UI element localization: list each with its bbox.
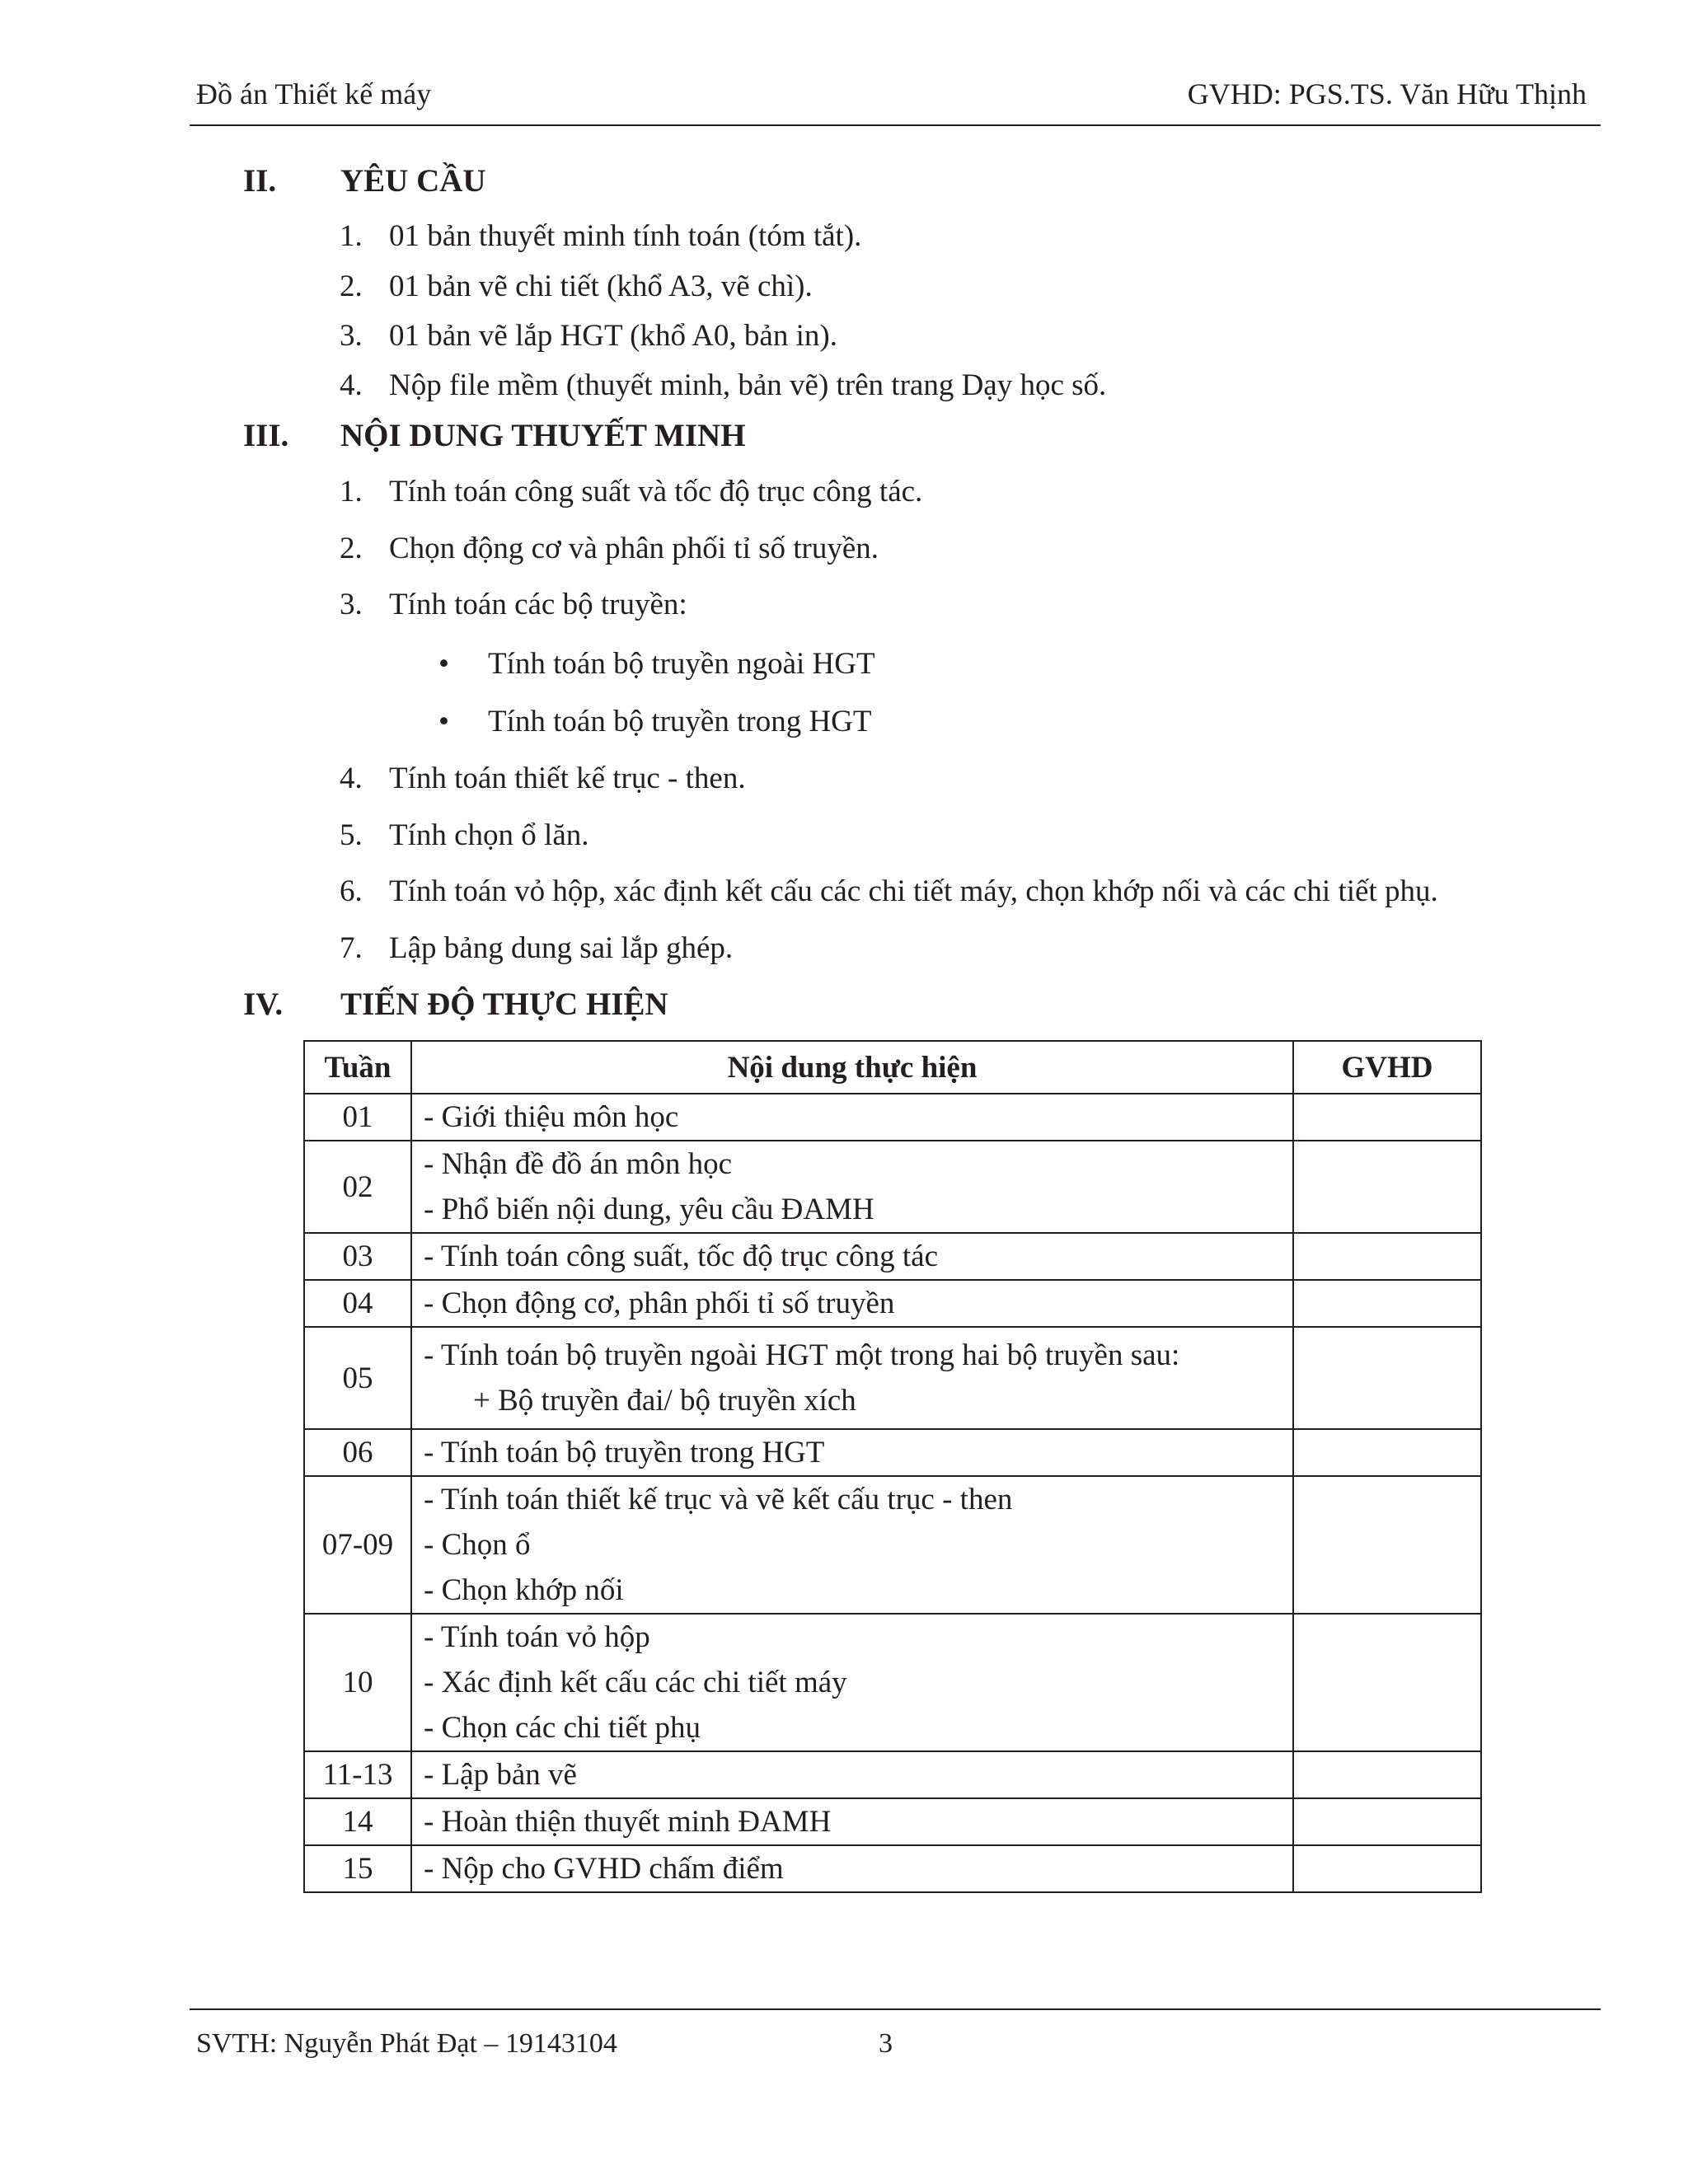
week-cell: 14 [304, 1798, 411, 1845]
section-title: TIẾN ĐỘ THỰC HIỆN [340, 987, 668, 1022]
content-cell: - Chọn động cơ, phân phối tỉ số truyền [411, 1280, 1293, 1327]
section-title: NỘI DUNG THUYẾT MINH [340, 418, 746, 453]
footer-student: SVTH: Nguyễn Phát Đạt – 19143104 [196, 2028, 617, 2059]
list-item: 2. Chọn động cơ và phân phối tỉ số truyền. [340, 532, 879, 565]
section-number: III. [243, 418, 289, 453]
content-cell: - Tính toán vỏ hộp - Xác định kết cấu các chi tiết máy - Chọn các chi tiết phụ [411, 1614, 1293, 1751]
table-row [304, 1845, 1481, 1892]
week-cell: 02 [304, 1141, 411, 1233]
table-row [304, 1751, 1481, 1798]
table-row [304, 1429, 1481, 1476]
content-cell: - Nộp cho GVHD chấm điểm [411, 1845, 1293, 1892]
table-row [304, 1476, 1481, 1614]
gvhd-cell [1293, 1845, 1481, 1892]
content-cell: - Tính toán thiết kế trục và vẽ kết cấu trục - then - Chọn ổ - Chọn khớp nối [411, 1476, 1293, 1614]
content-cell: - Tính toán bộ truyền trong HGT [411, 1429, 1293, 1476]
column-header-content: Nội dung thực hiện [411, 1041, 1293, 1094]
table-row [304, 1280, 1481, 1327]
gvhd-cell [1293, 1094, 1481, 1141]
column-header-week: Tuần [304, 1041, 411, 1094]
list-item: 1. 01 bản thuyết minh tính toán (tóm tắt). [340, 219, 862, 253]
list-item: 1. Tính toán công suất và tốc độ trục công tác. [340, 475, 923, 509]
header-title: Đồ án Thiết kế máy [196, 77, 432, 110]
gvhd-cell [1293, 1233, 1481, 1280]
week-cell: 05 [304, 1327, 411, 1429]
content-cell: - Lập bản vẽ [411, 1751, 1293, 1798]
list-item: 4. Tính toán thiết kế trục - then. [340, 762, 746, 795]
table-row [304, 1094, 1481, 1141]
gvhd-cell [1293, 1476, 1481, 1614]
header-divider [190, 124, 1601, 126]
week-cell: 06 [304, 1429, 411, 1476]
section-title: YÊU CẦU [340, 163, 486, 199]
table-row [304, 1614, 1481, 1751]
week-cell: 03 [304, 1233, 411, 1280]
list-item: 7. Lập bảng dung sai lắp ghép. [340, 931, 734, 965]
table-row [304, 1233, 1481, 1280]
bullet-icon: • [438, 705, 449, 738]
section-number: IV. [243, 987, 284, 1022]
list-item: 6. Tính toán vỏ hộp, xác định kết cấu các chi tiết máy, chọn khớp nối và các chi tiết phụ. [340, 874, 1438, 908]
page-number: 3 [879, 2028, 893, 2059]
content-cell: - Hoàn thiện thuyết minh ĐAMH [411, 1798, 1293, 1845]
table-header-row [304, 1041, 1481, 1094]
footer-divider [190, 2008, 1601, 2010]
week-cell: 07-09 [304, 1476, 411, 1614]
gvhd-cell [1293, 1141, 1481, 1233]
list-item: 5. Tính chọn ổ lăn. [340, 818, 589, 852]
gvhd-cell [1293, 1614, 1481, 1751]
week-cell: 15 [304, 1845, 411, 1892]
header-advisor: GVHD: PGS.TS. Văn Hữu Thịnh [1187, 77, 1587, 110]
gvhd-cell [1293, 1751, 1481, 1798]
gvhd-cell [1293, 1798, 1481, 1845]
table-row [304, 1798, 1481, 1845]
gvhd-cell [1293, 1280, 1481, 1327]
list-item: 4. Nộp file mềm (thuyết minh, bản vẽ) trên trang Dạy học số. [340, 368, 1107, 402]
week-cell: 10 [304, 1614, 411, 1751]
content-cell: - Tính toán bộ truyền ngoài HGT một trong hai bộ truyền sau: + Bộ truyền đai/ bộ truyền xích [411, 1327, 1293, 1429]
section-number: II. [243, 163, 277, 199]
table-row [304, 1141, 1481, 1233]
column-header-gvhd: GVHD [1293, 1041, 1481, 1094]
week-cell: 11-13 [304, 1751, 411, 1798]
content-cell: - Giới thiệu môn học [411, 1094, 1293, 1141]
week-cell: 04 [304, 1280, 411, 1327]
list-item: 3. 01 bản vẽ lắp HGT (khổ A0, bản in). [340, 319, 837, 353]
gvhd-cell [1293, 1429, 1481, 1476]
bullet-icon: • [438, 647, 449, 681]
week-cell: 01 [304, 1094, 411, 1141]
table-row [304, 1327, 1481, 1429]
schedule-table [303, 1040, 1482, 1893]
content-cell: - Nhận đề đồ án môn học - Phổ biến nội dung, yêu cầu ĐAMH [411, 1141, 1293, 1233]
content-cell: - Tính toán công suất, tốc độ trục công tác [411, 1233, 1293, 1280]
gvhd-cell [1293, 1327, 1481, 1429]
list-item: 2. 01 bản vẽ chi tiết (khổ A3, vẽ chì). [340, 269, 813, 303]
list-item: 3. Tính toán các bộ truyền: [340, 588, 687, 621]
